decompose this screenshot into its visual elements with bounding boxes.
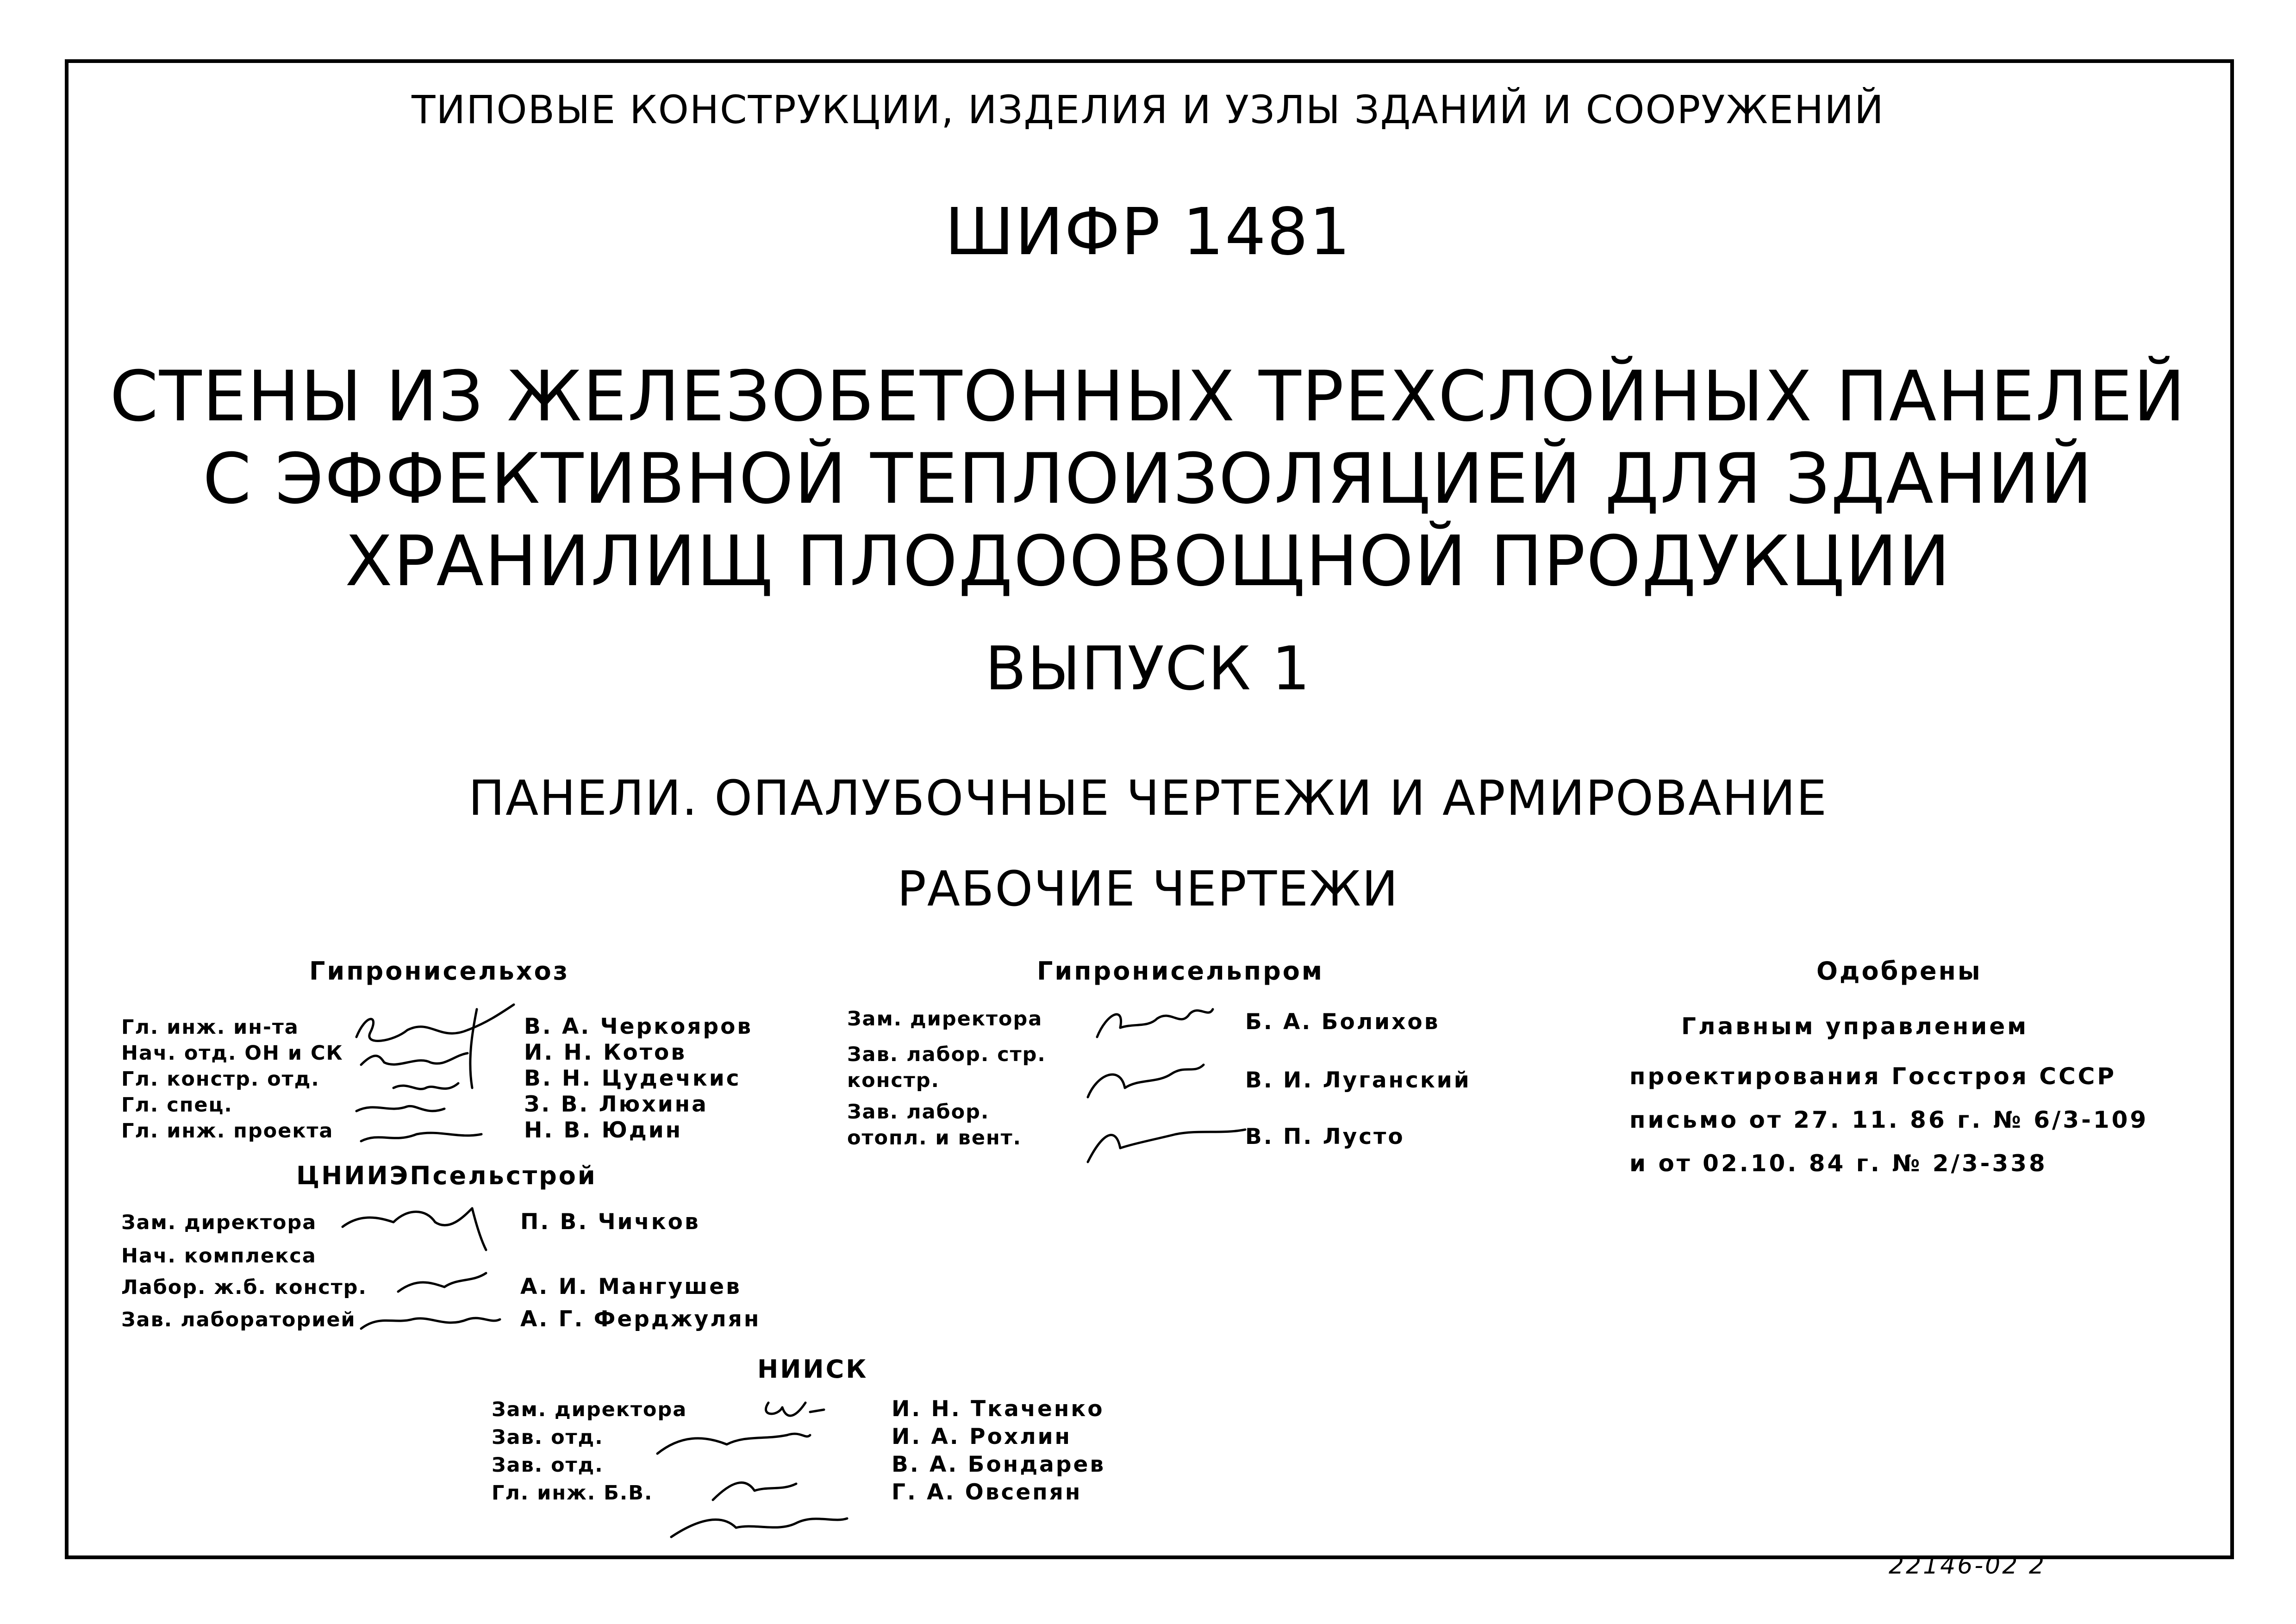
person-name: П. В. Чичков: [520, 1209, 700, 1235]
person-name: Н. В. Юдин: [524, 1118, 683, 1143]
subtitle: [0, 753, 2296, 934]
signature: [1069, 986, 1254, 1171]
position-label: Лабор. ж.б. констр.: [121, 1276, 367, 1299]
signature: [338, 986, 523, 1153]
approval-line: Главным управлением: [1681, 1013, 2029, 1040]
position-label: Зав. лабор. стр. констр.: [847, 1043, 1046, 1092]
org-name-niisk: НИИСК: [757, 1355, 868, 1384]
main-title: [0, 356, 2296, 603]
position-label: Гл. инж. ин-та: [121, 1016, 299, 1039]
person-name: Г. А. Овсепян: [892, 1480, 1082, 1505]
series-title: ТИПОВЫЕ КОНСТРУКЦИИ, ИЗДЕЛИЯ И УЗЛЫ ЗДАНИЙ И СООРУЖЕНИЙ: [412, 87, 1884, 132]
subtitle-line: ПАНЕЛИ. ОПАЛУБОЧНЫЕ ЧЕРТЕЖИ И АРМИРОВАНИЕ: [468, 770, 1828, 826]
position-label: Зам. директора: [492, 1398, 687, 1421]
position-label: Гл. спец.: [121, 1093, 233, 1117]
approval-heading: Одобрены: [1816, 956, 1982, 986]
person-name: В. А. Черкояров: [524, 1014, 753, 1039]
position-label: Зав. отд.: [492, 1454, 604, 1477]
position-label: Нач. комплекса: [121, 1244, 317, 1268]
position-label: Зам. директора: [847, 1007, 1043, 1031]
issue-number: ВЫПУСК 1: [985, 633, 1311, 704]
document-number: 22146-02 2: [1889, 1552, 2046, 1580]
position-label: Зав. лабораторией: [121, 1308, 356, 1331]
org-name-cniiepselstroy: ЦНИИЭПсельстрой: [296, 1161, 597, 1190]
position-label: Гл. констр. отд.: [121, 1068, 320, 1091]
person-name: И. Н. Ткаченко: [892, 1396, 1104, 1422]
cipher-code: ШИФР 1481: [944, 194, 1352, 270]
person-name: А. И. Мангушев: [520, 1274, 742, 1299]
approval-line: письмо от 27. 11. 86 г. № 6/3-109: [1629, 1106, 2149, 1133]
approval-line: и от 02.10. 84 г. № 2/3-338: [1629, 1150, 2047, 1177]
position-label: Зав. лабор. отопл. и вент.: [847, 1100, 1022, 1149]
person-name: В. П. Лусто: [1245, 1124, 1405, 1149]
subtitle-line: РАБОЧИЕ ЧЕРТЕЖИ: [897, 861, 1399, 917]
position-label: Гл. инж. Б.В.: [492, 1481, 653, 1505]
person-name: Б. А. Болихов: [1245, 1009, 1440, 1035]
position-label: Зам. директора: [121, 1211, 317, 1234]
org-name-giproniselprom: Гипронисельпром: [1037, 956, 1324, 986]
org-name-giproniselhoz: Гипронисельхоз: [309, 956, 570, 986]
person-name: В. А. Бондарев: [892, 1452, 1106, 1477]
person-name: И. А. Рохлин: [892, 1424, 1072, 1449]
approval-line: проектирования Госстроя СССР: [1629, 1063, 2117, 1090]
position-label: Зав. отд.: [492, 1426, 604, 1449]
title-line: СТЕНЫ ИЗ ЖЕЛЕЗОБЕТОННЫХ ТРЕХСЛОЙНЫХ ПАНЕЛЕЙ: [110, 356, 2186, 437]
position-label: Гл. инж. проекта: [121, 1119, 334, 1143]
person-name: И. Н. Котов: [524, 1040, 687, 1065]
person-name: А. Г. Ферджулян: [520, 1306, 761, 1332]
title-line: С ЭФФЕКТИВНОЙ ТЕПЛОИЗОЛЯЦИЕЙ ДЛЯ ЗДАНИЙ: [202, 439, 2094, 519]
position-label: Нач. отд. ОН и СК: [121, 1042, 343, 1065]
signature: [643, 1384, 884, 1542]
signature: [333, 1190, 518, 1343]
person-name: З. В. Люхина: [524, 1092, 708, 1117]
person-name: В. Н. Цудечкис: [524, 1066, 741, 1091]
person-name: В. И. Луганский: [1245, 1068, 1471, 1093]
title-line: ХРАНИЛИЩ ПЛОДООВОЩНОЙ ПРОДУКЦИИ: [345, 521, 1951, 602]
